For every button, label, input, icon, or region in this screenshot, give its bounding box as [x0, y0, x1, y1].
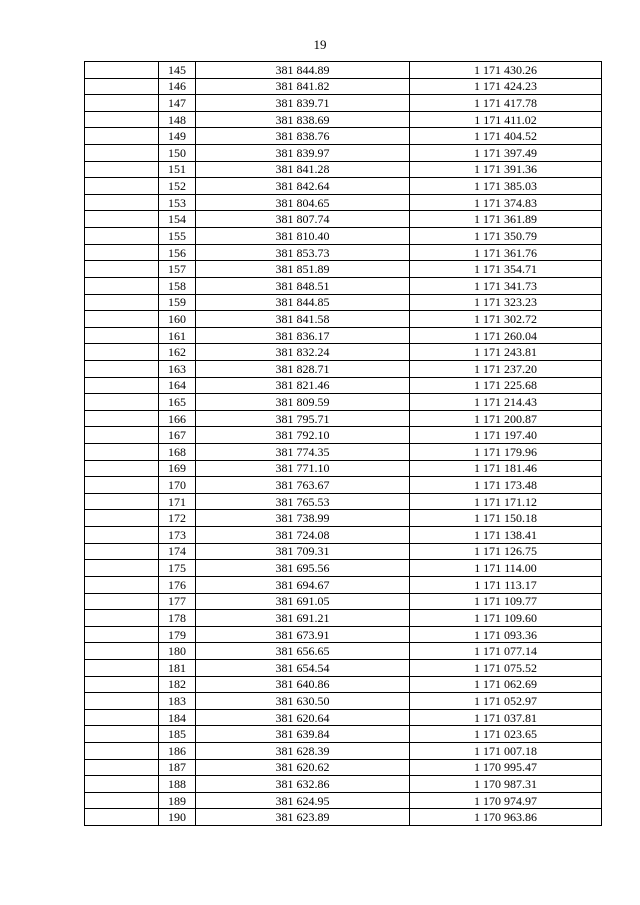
x-coordinate-cell: 381 620.62: [196, 759, 410, 776]
table-row: [85, 626, 602, 643]
y-coordinate-cell: 1 171 062.69: [410, 676, 602, 693]
table-row: [85, 145, 602, 162]
table-row: [85, 543, 602, 560]
y-coordinate-cell: 1 171 113.17: [410, 576, 602, 593]
point-number-cell: 188: [159, 776, 196, 793]
y-coordinate-cell: 1 171 361.89: [410, 211, 602, 228]
y-coordinate-cell: 1 171 173.48: [410, 477, 602, 494]
x-coordinate-cell: 381 851.89: [196, 261, 410, 278]
x-coordinate-cell: 381 765.53: [196, 493, 410, 510]
row-label-cell: [85, 228, 159, 245]
table-row: [85, 211, 602, 228]
x-coordinate-cell: 381 809.59: [196, 394, 410, 411]
point-number-cell: 180: [159, 643, 196, 660]
row-label-cell: [85, 111, 159, 128]
x-coordinate-cell: 381 738.99: [196, 510, 410, 527]
table-row: [85, 610, 602, 627]
x-coordinate-cell: 381 804.65: [196, 194, 410, 211]
table-row: [85, 277, 602, 294]
row-label-cell: [85, 394, 159, 411]
point-number-cell: 159: [159, 294, 196, 311]
row-label-cell: [85, 493, 159, 510]
table-row: [85, 676, 602, 693]
point-number-cell: 164: [159, 377, 196, 394]
y-coordinate-cell: 1 171 385.03: [410, 178, 602, 195]
point-number-cell: 167: [159, 427, 196, 444]
y-coordinate-cell: 1 171 179.96: [410, 444, 602, 461]
row-label-cell: [85, 95, 159, 112]
row-label-cell: [85, 726, 159, 743]
point-number-cell: 190: [159, 809, 196, 826]
point-number-cell: 173: [159, 527, 196, 544]
y-coordinate-cell: 1 171 302.72: [410, 311, 602, 328]
row-label-cell: [85, 327, 159, 344]
x-coordinate-cell: 381 842.64: [196, 178, 410, 195]
y-coordinate-cell: 1 171 225.68: [410, 377, 602, 394]
y-coordinate-cell: 1 171 181.46: [410, 460, 602, 477]
point-number-cell: 160: [159, 311, 196, 328]
x-coordinate-cell: 381 844.89: [196, 62, 410, 79]
table-row: [85, 460, 602, 477]
y-coordinate-cell: 1 171 214.43: [410, 394, 602, 411]
point-number-cell: 181: [159, 659, 196, 676]
point-number-cell: 145: [159, 62, 196, 79]
point-number-cell: 184: [159, 709, 196, 726]
x-coordinate-cell: 381 836.17: [196, 327, 410, 344]
x-coordinate-cell: 381 628.39: [196, 742, 410, 759]
point-number-cell: 177: [159, 593, 196, 610]
table-row: [85, 659, 602, 676]
point-number-cell: 153: [159, 194, 196, 211]
point-number-cell: 152: [159, 178, 196, 195]
y-coordinate-cell: 1 171 430.26: [410, 62, 602, 79]
point-number-cell: 154: [159, 211, 196, 228]
x-coordinate-cell: 381 774.35: [196, 444, 410, 461]
x-coordinate-cell: 381 792.10: [196, 427, 410, 444]
row-label-cell: [85, 593, 159, 610]
y-coordinate-cell: 1 171 023.65: [410, 726, 602, 743]
y-coordinate-cell: 1 171 350.79: [410, 228, 602, 245]
row-label-cell: [85, 211, 159, 228]
y-coordinate-cell: 1 171 037.81: [410, 709, 602, 726]
row-label-cell: [85, 444, 159, 461]
row-label-cell: [85, 410, 159, 427]
row-label-cell: [85, 78, 159, 95]
x-coordinate-cell: 381 771.10: [196, 460, 410, 477]
row-label-cell: [85, 261, 159, 278]
x-coordinate-cell: 381 848.51: [196, 277, 410, 294]
table-row: [85, 410, 602, 427]
row-label-cell: [85, 709, 159, 726]
x-coordinate-cell: 381 673.91: [196, 626, 410, 643]
row-label-cell: [85, 311, 159, 328]
point-number-cell: 179: [159, 626, 196, 643]
table-row: [85, 344, 602, 361]
y-coordinate-cell: 1 171 150.18: [410, 510, 602, 527]
row-label-cell: [85, 344, 159, 361]
y-coordinate-cell: 1 171 354.71: [410, 261, 602, 278]
x-coordinate-cell: 381 623.89: [196, 809, 410, 826]
y-coordinate-cell: 1 171 109.60: [410, 610, 602, 627]
point-number-cell: 163: [159, 360, 196, 377]
row-label-cell: [85, 244, 159, 261]
y-coordinate-cell: 1 171 109.77: [410, 593, 602, 610]
row-label-cell: [85, 809, 159, 826]
x-coordinate-cell: 381 691.21: [196, 610, 410, 627]
y-coordinate-cell: 1 170 995.47: [410, 759, 602, 776]
x-coordinate-cell: 381 841.82: [196, 78, 410, 95]
point-number-cell: 165: [159, 394, 196, 411]
row-label-cell: [85, 294, 159, 311]
row-label-cell: [85, 427, 159, 444]
y-coordinate-cell: 1 171 243.81: [410, 344, 602, 361]
y-coordinate-cell: 1 171 138.41: [410, 527, 602, 544]
y-coordinate-cell: 1 171 093.36: [410, 626, 602, 643]
x-coordinate-cell: 381 624.95: [196, 792, 410, 809]
row-label-cell: [85, 792, 159, 809]
row-label-cell: [85, 194, 159, 211]
y-coordinate-cell: 1 171 171.12: [410, 493, 602, 510]
x-coordinate-cell: 381 694.67: [196, 576, 410, 593]
table-row: [85, 360, 602, 377]
point-number-cell: 162: [159, 344, 196, 361]
point-number-cell: 174: [159, 543, 196, 560]
table-row: [85, 394, 602, 411]
point-number-cell: 150: [159, 145, 196, 162]
y-coordinate-cell: 1 171 126.75: [410, 543, 602, 560]
row-label-cell: [85, 178, 159, 195]
table-row: [85, 427, 602, 444]
row-label-cell: [85, 161, 159, 178]
row-label-cell: [85, 62, 159, 79]
table-row: [85, 444, 602, 461]
table-row: [85, 244, 602, 261]
row-label-cell: [85, 742, 159, 759]
table-row: [85, 194, 602, 211]
point-number-cell: 168: [159, 444, 196, 461]
y-coordinate-cell: 1 171 114.00: [410, 560, 602, 577]
table-row: [85, 776, 602, 793]
y-coordinate-cell: 1 171 417.78: [410, 95, 602, 112]
row-label-cell: [85, 377, 159, 394]
row-label-cell: [85, 560, 159, 577]
table-row: [85, 742, 602, 759]
point-number-cell: 189: [159, 792, 196, 809]
point-number-cell: 183: [159, 693, 196, 710]
row-label-cell: [85, 460, 159, 477]
x-coordinate-cell: 381 810.40: [196, 228, 410, 245]
y-coordinate-cell: 1 171 341.73: [410, 277, 602, 294]
row-label-cell: [85, 659, 159, 676]
row-label-cell: [85, 626, 159, 643]
y-coordinate-cell: 1 171 404.52: [410, 128, 602, 145]
point-number-cell: 158: [159, 277, 196, 294]
y-coordinate-cell: 1 171 197.40: [410, 427, 602, 444]
y-coordinate-cell: 1 171 391.36: [410, 161, 602, 178]
point-number-cell: 146: [159, 78, 196, 95]
point-number-cell: 166: [159, 410, 196, 427]
point-number-cell: 161: [159, 327, 196, 344]
row-label-cell: [85, 543, 159, 560]
row-label-cell: [85, 643, 159, 660]
point-number-cell: 149: [159, 128, 196, 145]
table-row: [85, 693, 602, 710]
x-coordinate-cell: 381 691.05: [196, 593, 410, 610]
table-row: [85, 327, 602, 344]
y-coordinate-cell: 1 170 987.31: [410, 776, 602, 793]
table-row: [85, 261, 602, 278]
table-row: [85, 576, 602, 593]
y-coordinate-cell: 1 170 974.97: [410, 792, 602, 809]
x-coordinate-cell: 381 795.71: [196, 410, 410, 427]
table-row: [85, 95, 602, 112]
point-number-cell: 171: [159, 493, 196, 510]
table-row: [85, 128, 602, 145]
point-number-cell: 186: [159, 742, 196, 759]
x-coordinate-cell: 381 838.69: [196, 111, 410, 128]
y-coordinate-cell: 1 171 052.97: [410, 693, 602, 710]
point-number-cell: 185: [159, 726, 196, 743]
row-label-cell: [85, 576, 159, 593]
x-coordinate-cell: 381 807.74: [196, 211, 410, 228]
y-coordinate-cell: 1 171 237.20: [410, 360, 602, 377]
x-coordinate-cell: 381 841.58: [196, 311, 410, 328]
point-number-cell: 169: [159, 460, 196, 477]
x-coordinate-cell: 381 654.54: [196, 659, 410, 676]
x-coordinate-cell: 381 620.64: [196, 709, 410, 726]
x-coordinate-cell: 381 853.73: [196, 244, 410, 261]
y-coordinate-cell: 1 171 397.49: [410, 145, 602, 162]
y-coordinate-cell: 1 171 424.23: [410, 78, 602, 95]
point-number-cell: 178: [159, 610, 196, 627]
row-label-cell: [85, 693, 159, 710]
row-label-cell: [85, 145, 159, 162]
row-label-cell: [85, 360, 159, 377]
y-coordinate-cell: 1 171 374.83: [410, 194, 602, 211]
y-coordinate-cell: 1 171 077.14: [410, 643, 602, 660]
table-row: [85, 726, 602, 743]
x-coordinate-cell: 381 821.46: [196, 377, 410, 394]
table-row: [85, 377, 602, 394]
table-row: [85, 709, 602, 726]
point-number-cell: 176: [159, 576, 196, 593]
table-row: [85, 78, 602, 95]
x-coordinate-cell: 381 709.31: [196, 543, 410, 560]
page-number: 19: [313, 37, 327, 52]
y-coordinate-cell: 1 171 075.52: [410, 659, 602, 676]
table-row: [85, 311, 602, 328]
table-row: [85, 643, 602, 660]
point-number-cell: 151: [159, 161, 196, 178]
table-row: [85, 477, 602, 494]
coordinates-table: [84, 61, 602, 826]
x-coordinate-cell: 381 832.24: [196, 344, 410, 361]
table-row: [85, 593, 602, 610]
y-coordinate-cell: 1 171 411.02: [410, 111, 602, 128]
x-coordinate-cell: 381 640.86: [196, 676, 410, 693]
x-coordinate-cell: 381 828.71: [196, 360, 410, 377]
row-label-cell: [85, 510, 159, 527]
y-coordinate-cell: 1 170 963.86: [410, 809, 602, 826]
x-coordinate-cell: 381 841.28: [196, 161, 410, 178]
table-row: [85, 161, 602, 178]
point-number-cell: 170: [159, 477, 196, 494]
y-coordinate-cell: 1 171 260.04: [410, 327, 602, 344]
x-coordinate-cell: 381 630.50: [196, 693, 410, 710]
table-body: [85, 62, 602, 826]
x-coordinate-cell: 381 724.08: [196, 527, 410, 544]
x-coordinate-cell: 381 839.71: [196, 95, 410, 112]
point-number-cell: 182: [159, 676, 196, 693]
table-row: [85, 493, 602, 510]
y-coordinate-cell: 1 171 200.87: [410, 410, 602, 427]
x-coordinate-cell: 381 839.97: [196, 145, 410, 162]
x-coordinate-cell: 381 838.76: [196, 128, 410, 145]
table-row: [85, 178, 602, 195]
point-number-cell: 157: [159, 261, 196, 278]
row-label-cell: [85, 477, 159, 494]
y-coordinate-cell: 1 171 323.23: [410, 294, 602, 311]
y-coordinate-cell: 1 171 361.76: [410, 244, 602, 261]
point-number-cell: 156: [159, 244, 196, 261]
table-row: [85, 560, 602, 577]
table-row: [85, 510, 602, 527]
point-number-cell: 148: [159, 111, 196, 128]
row-label-cell: [85, 128, 159, 145]
row-label-cell: [85, 776, 159, 793]
table-row: [85, 759, 602, 776]
x-coordinate-cell: 381 656.65: [196, 643, 410, 660]
point-number-cell: 172: [159, 510, 196, 527]
table-row: [85, 228, 602, 245]
x-coordinate-cell: 381 639.84: [196, 726, 410, 743]
point-number-cell: 155: [159, 228, 196, 245]
x-coordinate-cell: 381 844.85: [196, 294, 410, 311]
table-row: [85, 111, 602, 128]
table-row: [85, 792, 602, 809]
point-number-cell: 147: [159, 95, 196, 112]
table-row: [85, 527, 602, 544]
row-label-cell: [85, 676, 159, 693]
row-label-cell: [85, 610, 159, 627]
row-label-cell: [85, 759, 159, 776]
point-number-cell: 187: [159, 759, 196, 776]
row-label-cell: [85, 527, 159, 544]
x-coordinate-cell: 381 695.56: [196, 560, 410, 577]
table-row: [85, 294, 602, 311]
x-coordinate-cell: 381 763.67: [196, 477, 410, 494]
row-label-cell: [85, 277, 159, 294]
x-coordinate-cell: 381 632.86: [196, 776, 410, 793]
point-number-cell: 175: [159, 560, 196, 577]
table-row: [85, 62, 602, 79]
table-row: [85, 809, 602, 826]
y-coordinate-cell: 1 171 007.18: [410, 742, 602, 759]
